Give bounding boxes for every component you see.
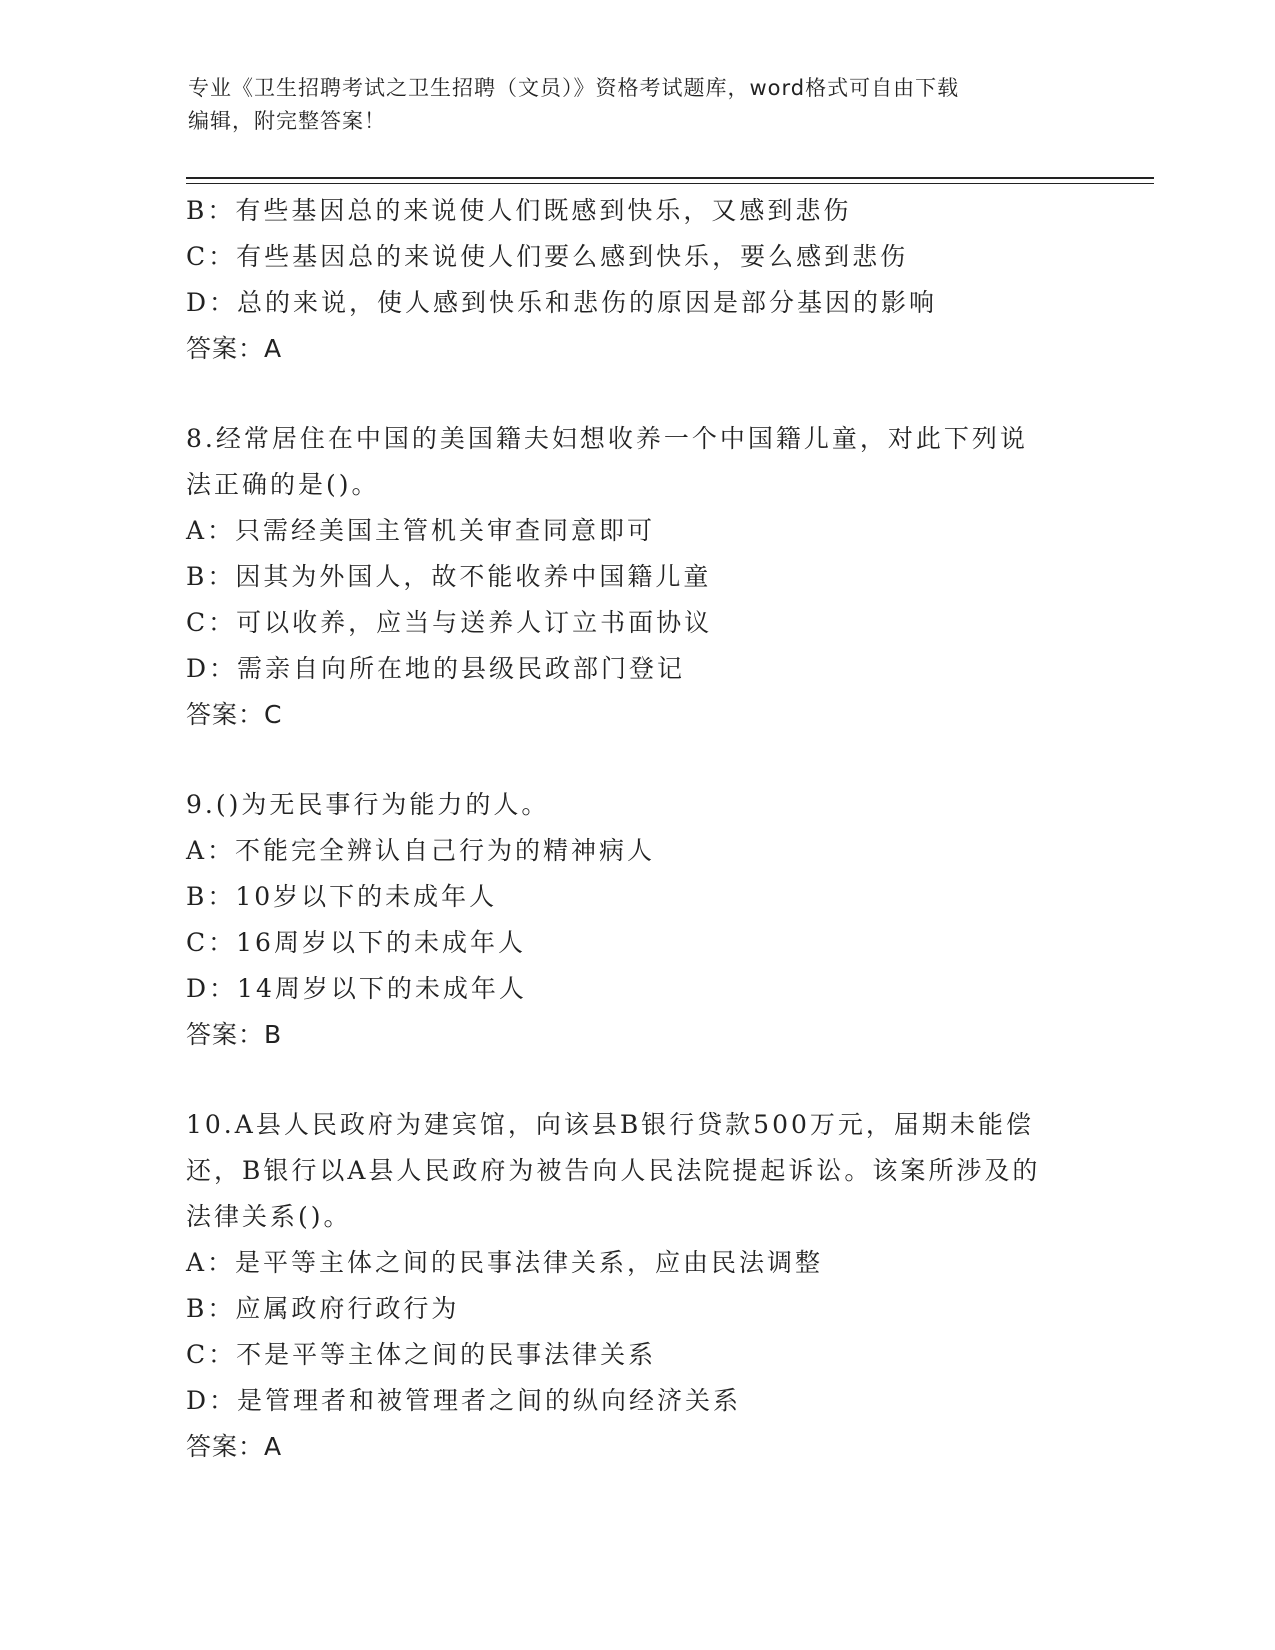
option-a: A：是平等主体之间的民事法律关系，应由民法调整	[186, 1248, 824, 1277]
option-c: C：有些基因总的来说使人们要么感到快乐，要么感到悲伤	[186, 242, 909, 271]
option-c: C：可以收养，应当与送养人订立书面协议	[186, 608, 713, 637]
option-b: B：因其为外国人，故不能收养中国籍儿童	[186, 562, 712, 591]
answer: 答案：A	[186, 334, 283, 363]
option-b: B：应属政府行政行为	[186, 1294, 460, 1323]
question-10	[186, 1102, 1086, 1470]
option-d: D：是管理者和被管理者之间的纵向经济关系	[186, 1386, 742, 1415]
question-list	[186, 188, 1086, 1470]
option-b: B：有些基因总的来说使人们既感到快乐，又感到悲伤	[186, 196, 852, 225]
question-8	[186, 416, 1086, 738]
option-a: A：不能完全辨认自己行为的精神病人	[186, 836, 656, 865]
header-divider-thick	[186, 177, 1154, 179]
option-b: B：10岁以下的未成年人	[186, 882, 498, 911]
option-c: C：不是平等主体之间的民事法律关系	[186, 1340, 657, 1369]
option-a: A：只需经美国主管机关审查同意即可	[186, 516, 656, 545]
answer: 答案：C	[186, 700, 283, 729]
page-header	[188, 72, 1068, 138]
spacer	[186, 372, 1086, 416]
answer: 答案：B	[186, 1020, 283, 1049]
spacer	[186, 1058, 1086, 1102]
question-stem: 法正确的是()。	[186, 470, 380, 499]
question-9	[186, 782, 1086, 1058]
option-c: C：16周岁以下的未成年人	[186, 928, 526, 957]
question-stem: 还，B银行以A县人民政府为被告向人民法院提起诉讼。该案所涉及的	[186, 1156, 1041, 1185]
header-divider-thin	[186, 183, 1154, 184]
question-stem: 10.A县人民政府为建宾馆，向该县B银行贷款500万元，届期未能偿	[186, 1110, 1034, 1139]
option-d: D：14周岁以下的未成年人	[186, 974, 527, 1003]
question-stem: 法律关系()。	[186, 1202, 352, 1231]
question-stem: 8.经常居住在中国的美国籍夫妇想收养一个中国籍儿童，对此下列说	[186, 424, 1028, 453]
header-line-2: 编辑，附完整答案！	[188, 109, 386, 133]
header-line-1: 专业《卫生招聘考试之卫生招聘（文员）》资格考试题库，word格式可自由下载	[188, 76, 960, 100]
option-d: D：需亲自向所在地的县级民政部门登记	[186, 654, 686, 683]
option-d: D：总的来说，使人感到快乐和悲伤的原因是部分基因的影响	[186, 288, 938, 317]
question-7	[186, 188, 1086, 372]
spacer	[186, 738, 1086, 782]
answer: 答案：A	[186, 1432, 283, 1461]
question-stem: 9.()为无民事行为能力的人。	[186, 790, 550, 819]
